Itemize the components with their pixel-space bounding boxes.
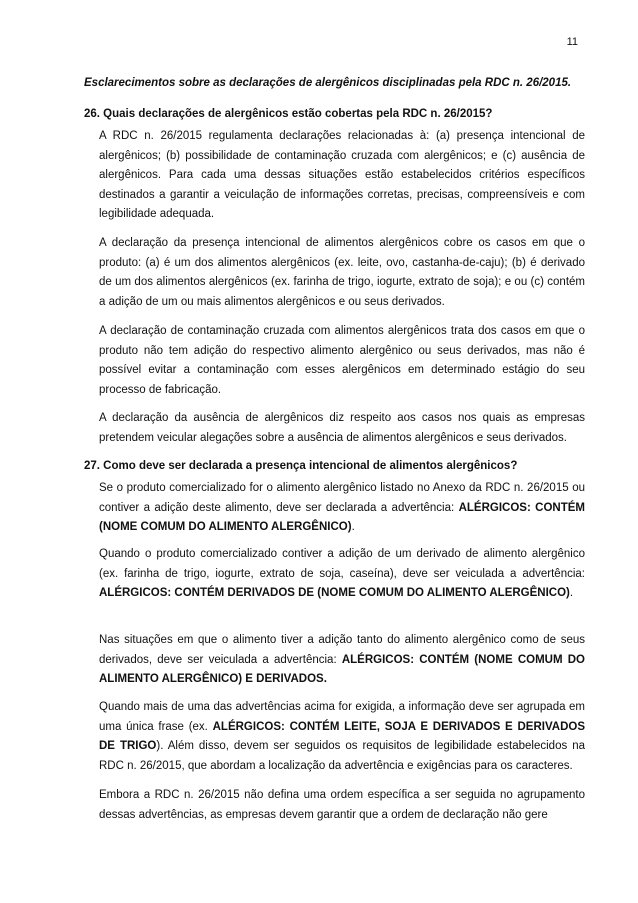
q26-paragraph-1: A RDC n. 26/2015 regulamenta declarações relacionadas à: (a) presença intencional de alergênicos; (b) possibilidade de contaminação cruzada com alergênicos; e (c) ausência de alergênicos. Para cada uma dessas situações estão estabelecidos critérios específicos destinados a garantir a veiculação de informações corretas, precisas, compreensíveis e com legibilidade adequada. <box>99 130 585 220</box>
warning-text-2: ALÉRGICOS: CONTÉM DERIVADOS DE (NOME COMUM DO ALIMENTO ALERGÊNICO) <box>99 587 570 599</box>
page-number: 11 <box>566 36 578 48</box>
q27-paragraph-2: Quando o produto comercializado contiver a adição de um derivado de alimento alergênico (ex. farinha de trigo, iogurte, extrato de soja, caseína), deve ser veiculada a advertência: ALÉRGICOS: CONTÉM DERIVADOS DE (NOME COMUM DO ALIMENTO ALERGÊNICO). <box>99 548 585 599</box>
q27-paragraph-4: Quando mais de uma das advertências acima for exigida, a informação deve ser agrupada em uma única frase (ex. ALÉRGICOS: CONTÉM LEITE, SOJA E DERIVADOS E DERIVADOS DE TRIGO). Além disso, devem ser seguidos os requisitos de legibilidade estabelecidos na RDC n. 26/2015, que abordam a localização da advertência e exigências para os caracteres. <box>99 701 585 772</box>
q27-paragraph-5: Embora a RDC n. 26/2015 não defina uma ordem específica a ser seguida no agrupamento dessas advertências, as empresas devem garantir que a ordem de declaração não gere <box>99 789 585 821</box>
question-26-title: 26. Quais declarações de alergênicos estão cobertas pela RDC n. 26/2015? <box>84 108 493 120</box>
q27-paragraph-3: Nas situações em que o alimento tiver a adição tanto do alimento alergênico como de seus derivados, deve ser veiculada a advertência: ALÉRGICOS: CONTÉM (NOME COMUM DO ALIMENTO ALERGÊNICO) E DERIVADOS. <box>99 634 585 685</box>
warning-text-3: ALÉRGICOS: CONTÉM (NOME COMUM DO ALIMENTO ALERGÊNICO) E DERIVADOS. <box>99 653 585 685</box>
q26-paragraph-3: A declaração de contaminação cruzada com alimentos alergênicos trata dos casos em que o produto não tem adição do respectivo alimento alergênico ou seus derivados, mas não é possível evitar a contaminação com esses alergênicos em determinado estágio do seu processo de fabricação. <box>99 325 585 396</box>
question-27-title: 27. Como deve ser declarada a presença intencional de alimentos alergênicos? <box>84 460 518 472</box>
q26-paragraph-2: A declaração da presença intencional de alimentos alergênicos cobre os casos em que o produto: (a) é um dos alimentos alergênicos (ex. leite, ovo, castanha-de-caju); (b) é derivado de um dos alimentos alergênicos (ex. farinha de trigo, iogurte, extrato de soja); e ou (c) contém a adição de um ou mais alimentos alergênicos e ou seus derivados. <box>99 237 585 308</box>
q27-paragraph-1: Se o produto comercializado for o alimento alergênico listado no Anexo da RDC n. 26/2015 ou contiver a adição deste alimento, deve ser declarada a advertência: ALÉRGICOS: CONTÉM (NOME COMUM DO ALIMENTO ALERGÊNICO). <box>99 482 585 533</box>
document-header: Esclarecimentos sobre as declarações de alergênicos disciplinadas pela RDC n. 26/2015. <box>84 77 572 89</box>
q26-paragraph-4: A declaração da ausência de alergênicos diz respeito aos casos nos quais as empresas pretendem veicular alegações sobre a ausência de alimentos alergênicos e seus derivados. <box>99 412 585 444</box>
warning-text-4: ALÉRGICOS: CONTÉM LEITE, SOJA E DERIVADOS E DERIVADOS DE TRIGO <box>99 720 585 752</box>
warning-text-1: ALÉRGICOS: CONTÉM (NOME COMUM DO ALIMENTO ALERGÊNICO) <box>99 501 585 533</box>
